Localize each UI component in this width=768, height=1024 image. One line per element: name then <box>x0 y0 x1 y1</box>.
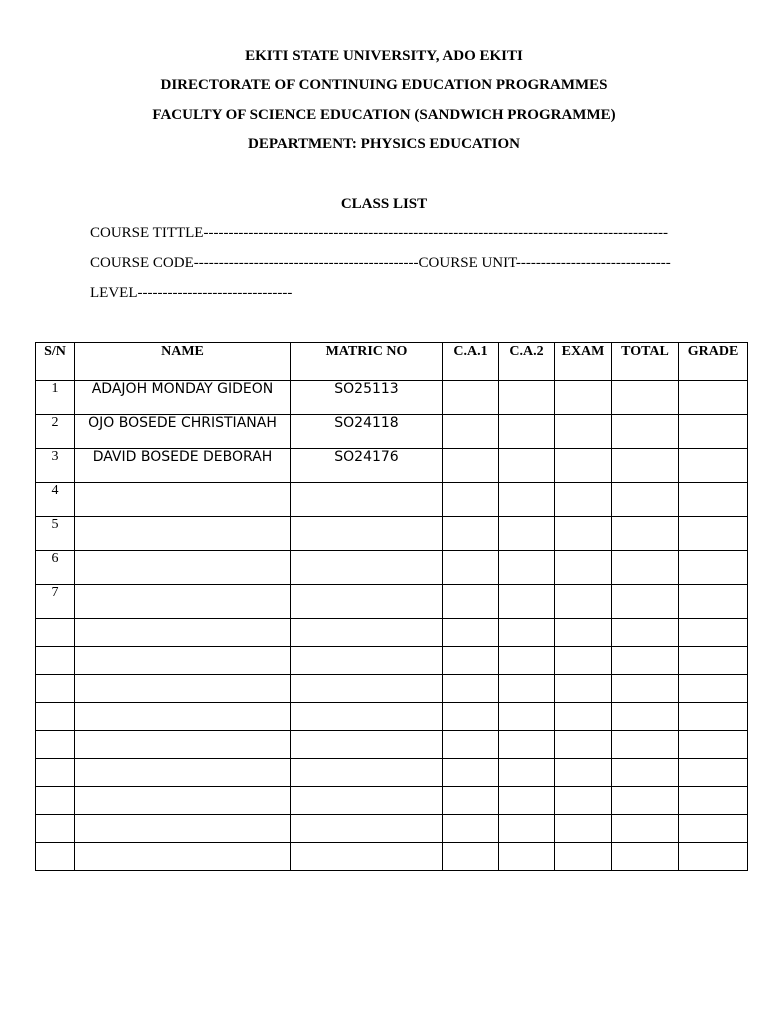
cell-ca1 <box>443 815 499 843</box>
cell-ca1 <box>443 703 499 731</box>
column-header-name: NAME <box>75 343 291 381</box>
faculty-heading: FACULTY OF SCIENCE EDUCATION (SANDWICH PROGRAMME) <box>152 107 616 123</box>
cell-sn <box>36 703 75 731</box>
cell-exam <box>555 759 612 787</box>
cell-name <box>75 517 291 551</box>
cell-name <box>75 703 291 731</box>
cell-total <box>612 815 679 843</box>
column-header-total: TOTAL <box>612 343 679 381</box>
course-code-field: COURSE CODE--------------------------------------------- <box>90 255 419 271</box>
cell-grade <box>679 381 748 415</box>
course-code-line <box>90 254 671 272</box>
cell-matric: SO25113 <box>291 381 443 415</box>
cell-sn: 1 <box>36 381 75 415</box>
department-heading: DEPARTMENT: PHYSICS EDUCATION <box>248 136 520 152</box>
cell-exam <box>555 415 612 449</box>
table-row <box>36 483 748 517</box>
cell-ca1 <box>443 551 499 585</box>
table-row <box>36 415 748 449</box>
cell-ca2 <box>499 551 555 585</box>
cell-matric <box>291 551 443 585</box>
cell-sn <box>36 815 75 843</box>
cell-exam <box>555 449 612 483</box>
cell-total <box>612 551 679 585</box>
class-list-table <box>35 342 748 871</box>
table-row <box>36 551 748 585</box>
table-row <box>36 731 748 759</box>
cell-matric <box>291 585 443 619</box>
table-row <box>36 381 748 415</box>
cell-total <box>612 449 679 483</box>
cell-name: DAVID BOSEDE DEBORAH <box>75 449 291 483</box>
cell-ca1 <box>443 787 499 815</box>
cell-matric <box>291 647 443 675</box>
table-row <box>36 619 748 647</box>
table-row <box>36 703 748 731</box>
cell-total <box>612 483 679 517</box>
cell-matric <box>291 787 443 815</box>
cell-exam <box>555 551 612 585</box>
cell-sn <box>36 787 75 815</box>
cell-exam <box>555 381 612 415</box>
cell-exam <box>555 619 612 647</box>
cell-grade <box>679 815 748 843</box>
cell-ca1 <box>443 415 499 449</box>
directorate-heading: DIRECTORATE OF CONTINUING EDUCATION PROGRAMMES <box>160 77 608 93</box>
cell-exam <box>555 675 612 703</box>
cell-ca1 <box>443 731 499 759</box>
cell-ca2 <box>499 585 555 619</box>
cell-name <box>75 843 291 871</box>
cell-ca2 <box>499 759 555 787</box>
cell-sn: 7 <box>36 585 75 619</box>
cell-ca2 <box>499 703 555 731</box>
cell-name <box>75 585 291 619</box>
cell-sn: 5 <box>36 517 75 551</box>
cell-grade <box>679 517 748 551</box>
column-header-grade: GRADE <box>679 343 748 381</box>
cell-name <box>75 759 291 787</box>
cell-total <box>612 787 679 815</box>
cell-exam <box>555 483 612 517</box>
level-field: LEVEL------------------------------- <box>90 285 293 301</box>
cell-ca2 <box>499 619 555 647</box>
cell-grade <box>679 759 748 787</box>
cell-exam <box>555 517 612 551</box>
cell-name <box>75 731 291 759</box>
cell-ca2 <box>499 675 555 703</box>
cell-grade <box>679 731 748 759</box>
cell-grade <box>679 703 748 731</box>
cell-grade <box>679 449 748 483</box>
cell-grade <box>679 675 748 703</box>
cell-matric: SO24118 <box>291 415 443 449</box>
table-row <box>36 647 748 675</box>
cell-name <box>75 551 291 585</box>
cell-total <box>612 675 679 703</box>
cell-matric <box>291 759 443 787</box>
column-header-ca2: C.A.2 <box>499 343 555 381</box>
cell-ca2 <box>499 843 555 871</box>
course-unit-field: COURSE UNIT------------------------------- <box>418 255 671 271</box>
cell-name <box>75 483 291 517</box>
cell-total <box>612 759 679 787</box>
cell-name <box>75 675 291 703</box>
column-header-matric: MATRIC NO <box>291 343 443 381</box>
cell-ca1 <box>443 517 499 551</box>
cell-matric <box>291 731 443 759</box>
cell-sn <box>36 731 75 759</box>
cell-ca1 <box>443 647 499 675</box>
cell-total <box>612 585 679 619</box>
cell-grade <box>679 787 748 815</box>
cell-sn <box>36 647 75 675</box>
column-header-sn: S/N <box>36 343 75 381</box>
cell-matric: SO24176 <box>291 449 443 483</box>
table-row <box>36 675 748 703</box>
cell-exam <box>555 843 612 871</box>
cell-sn <box>36 843 75 871</box>
cell-name <box>75 647 291 675</box>
cell-ca2 <box>499 415 555 449</box>
cell-ca2 <box>499 517 555 551</box>
table-row <box>36 787 748 815</box>
cell-sn <box>36 619 75 647</box>
cell-grade <box>679 843 748 871</box>
cell-ca2 <box>499 449 555 483</box>
cell-sn <box>36 675 75 703</box>
cell-matric <box>291 843 443 871</box>
cell-ca1 <box>443 585 499 619</box>
cell-name <box>75 815 291 843</box>
cell-grade <box>679 647 748 675</box>
cell-total <box>612 381 679 415</box>
cell-total <box>612 619 679 647</box>
cell-matric <box>291 517 443 551</box>
cell-total <box>612 517 679 551</box>
cell-ca1 <box>443 759 499 787</box>
cell-ca1 <box>443 675 499 703</box>
cell-grade <box>679 483 748 517</box>
cell-ca1 <box>443 483 499 517</box>
class-list-title: CLASS LIST <box>340 196 428 212</box>
cell-exam <box>555 787 612 815</box>
university-heading: EKITI STATE UNIVERSITY, ADO EKITI <box>245 48 523 64</box>
cell-ca2 <box>499 815 555 843</box>
cell-matric <box>291 619 443 647</box>
cell-name <box>75 619 291 647</box>
cell-exam <box>555 585 612 619</box>
column-header-ca1: C.A.1 <box>443 343 499 381</box>
cell-sn: 3 <box>36 449 75 483</box>
cell-sn: 4 <box>36 483 75 517</box>
table-row <box>36 517 748 551</box>
cell-ca1 <box>443 449 499 483</box>
cell-sn <box>36 759 75 787</box>
table-row <box>36 815 748 843</box>
cell-ca2 <box>499 787 555 815</box>
cell-ca1 <box>443 619 499 647</box>
cell-ca2 <box>499 647 555 675</box>
cell-name: OJO BOSEDE CHRISTIANAH <box>75 415 291 449</box>
table-row <box>36 759 748 787</box>
cell-ca2 <box>499 381 555 415</box>
cell-name: ADAJOH MONDAY GIDEON <box>75 381 291 415</box>
cell-grade <box>679 551 748 585</box>
cell-exam <box>555 647 612 675</box>
cell-total <box>612 731 679 759</box>
cell-ca1 <box>443 843 499 871</box>
table-body <box>36 381 748 871</box>
table-row <box>36 449 748 483</box>
table-row <box>36 843 748 871</box>
cell-total <box>612 415 679 449</box>
cell-total <box>612 703 679 731</box>
cell-ca1 <box>443 381 499 415</box>
cell-grade <box>679 415 748 449</box>
cell-exam <box>555 731 612 759</box>
cell-matric <box>291 815 443 843</box>
cell-matric <box>291 483 443 517</box>
cell-matric <box>291 703 443 731</box>
table-header-row <box>36 343 748 381</box>
cell-sn: 6 <box>36 551 75 585</box>
cell-exam <box>555 815 612 843</box>
cell-sn: 2 <box>36 415 75 449</box>
cell-ca2 <box>499 483 555 517</box>
cell-matric <box>291 675 443 703</box>
cell-ca2 <box>499 731 555 759</box>
cell-total <box>612 647 679 675</box>
column-header-exam: EXAM <box>555 343 612 381</box>
cell-grade <box>679 619 748 647</box>
cell-name <box>75 787 291 815</box>
table-row <box>36 585 748 619</box>
cell-grade <box>679 585 748 619</box>
cell-total <box>612 843 679 871</box>
course-title-field: COURSE TITTLE--------------------------------------------------------------------------------------------- <box>90 225 669 241</box>
cell-exam <box>555 703 612 731</box>
